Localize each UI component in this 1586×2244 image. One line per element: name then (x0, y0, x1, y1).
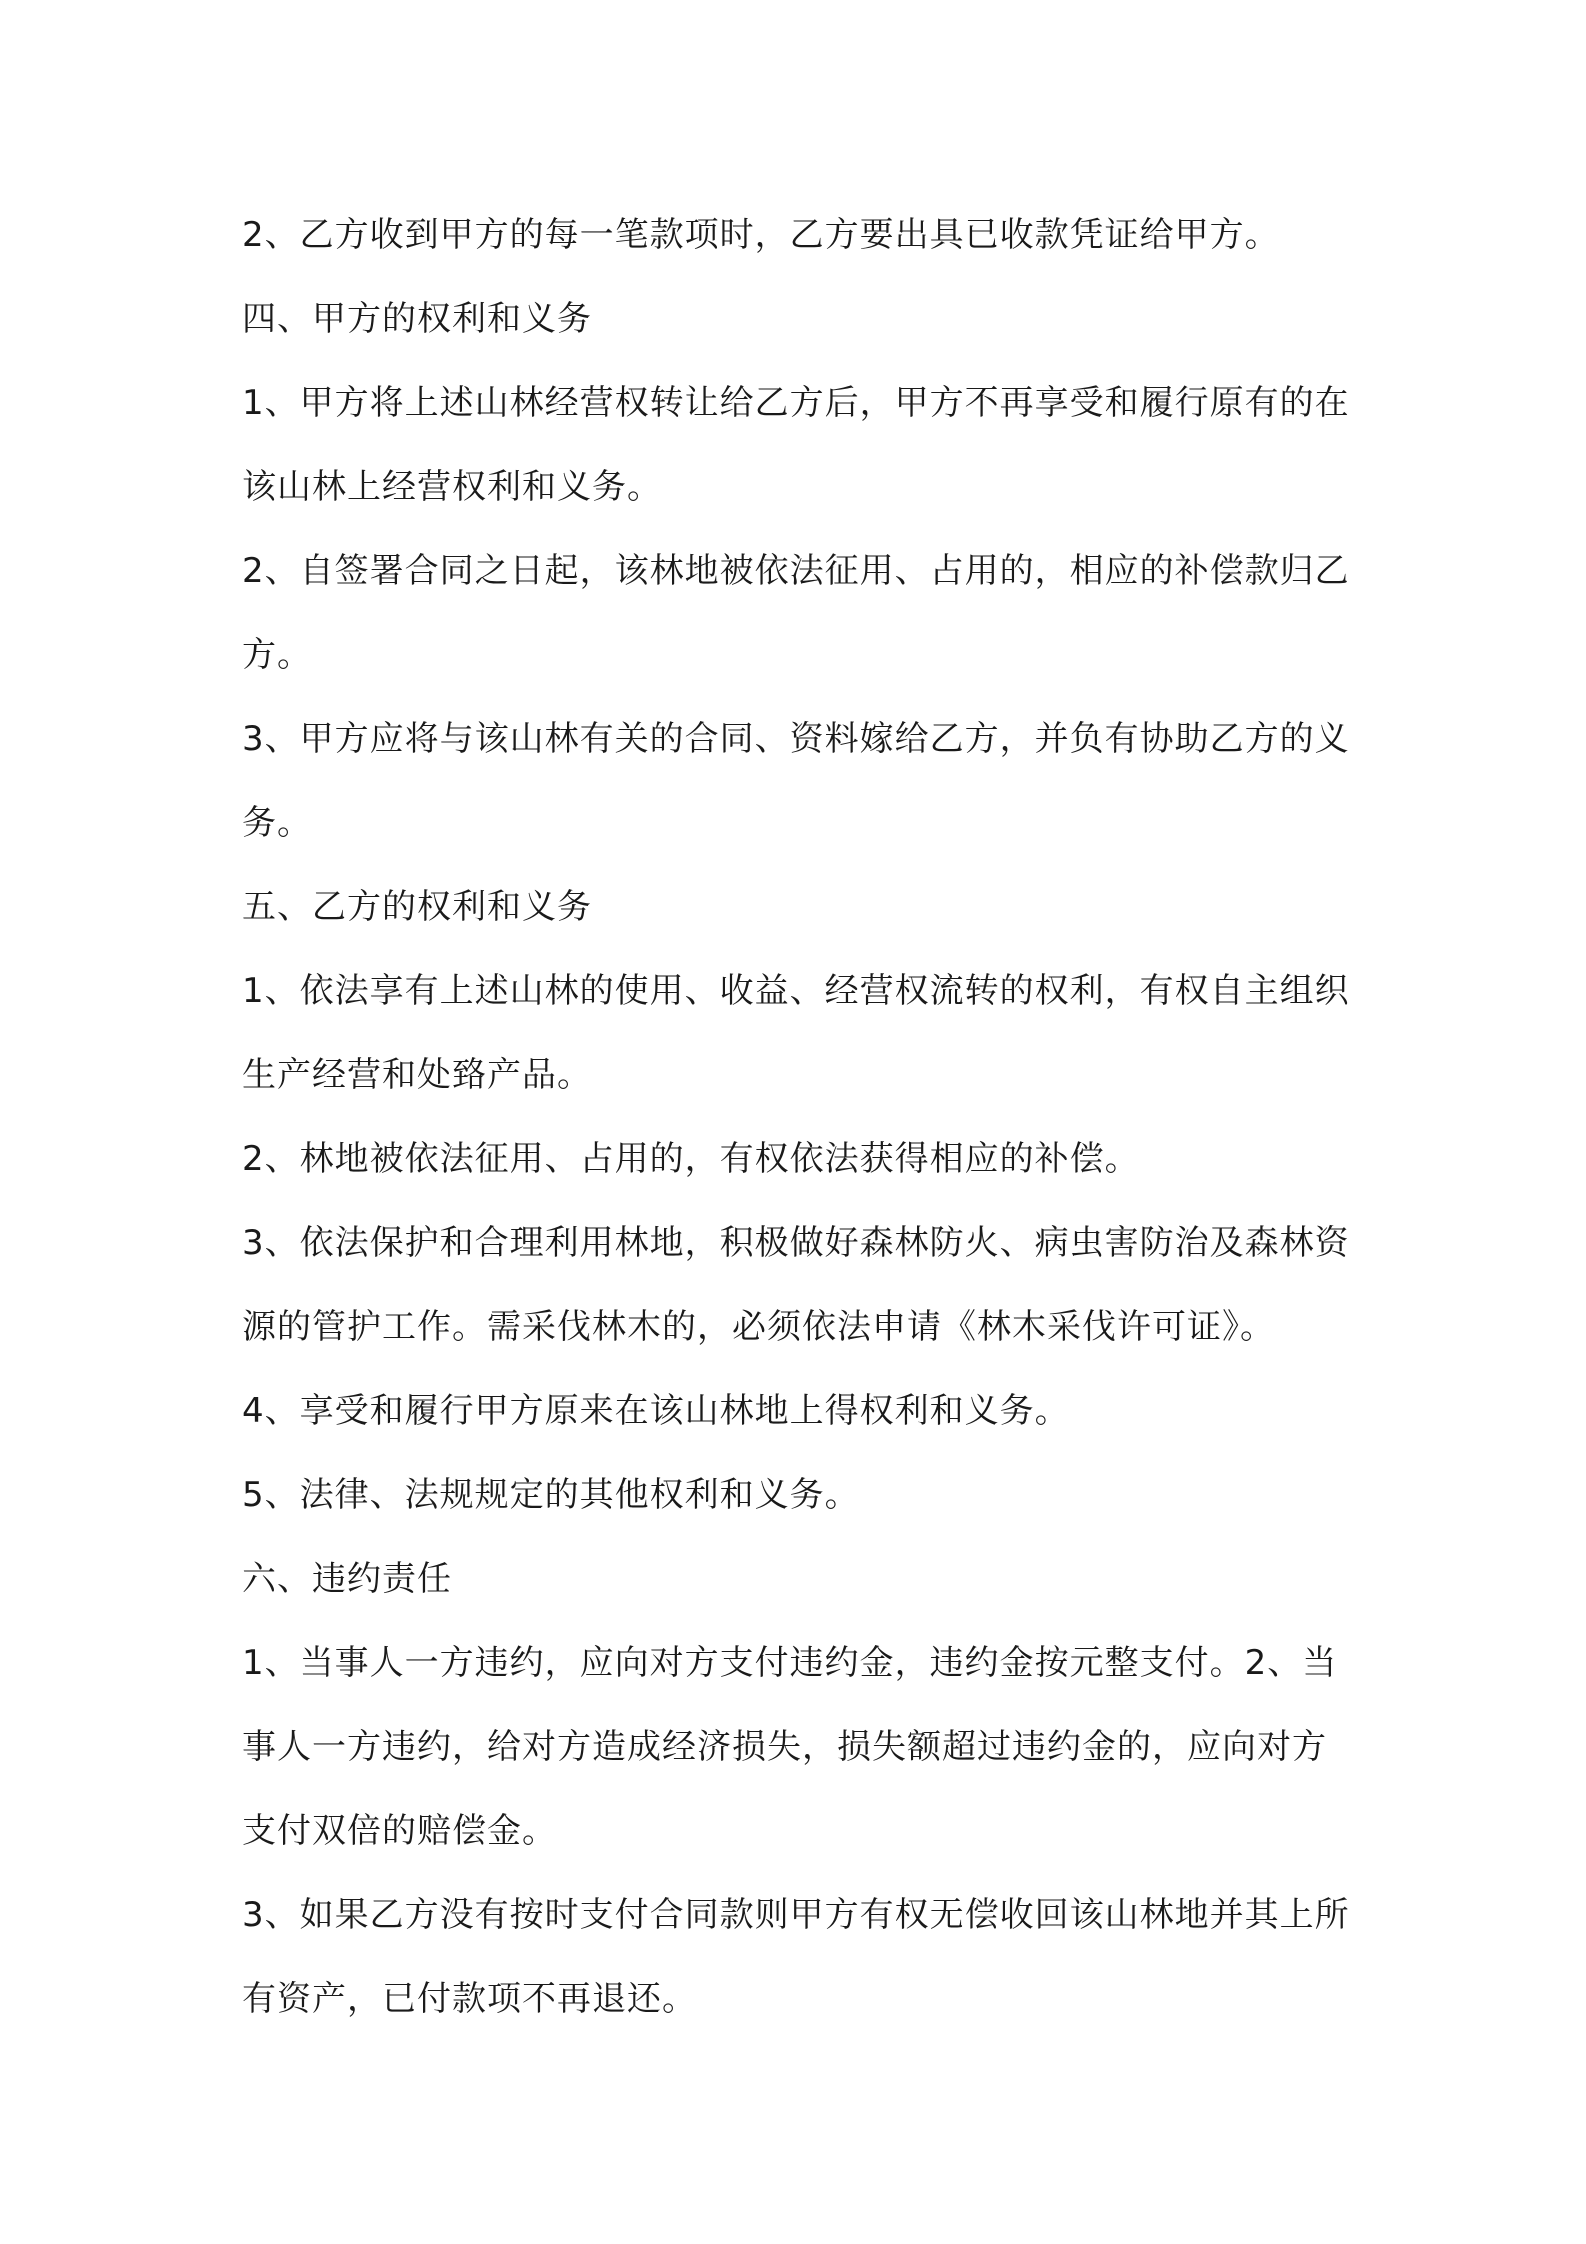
paragraph-b-use-rights: 1、依法享有上述山林的使用、收益、经营权流转的权利，有权自主组织生产经营和处臵产品。 (242, 971, 1350, 1095)
document-body (242, 193, 1357, 2041)
section-heading-party-a-rights: 四、甲方的权利和义务 (242, 299, 592, 339)
paragraph-a-compensation: 2、自签署合同之日起，该林地被依法征用、占用的，相应的补偿款归乙方。 (242, 551, 1350, 675)
paragraph-b-compensation: 2、林地被依法征用、占用的，有权依法获得相应的补偿。 (242, 1139, 1140, 1179)
section-heading-breach: 六、违约责任 (242, 1559, 452, 1599)
paragraph-a-documents: 3、甲方应将与该山林有关的合同、资料嫁给乙方，并负有协助乙方的义务。 (242, 719, 1350, 843)
paragraph-b-other-rights: 5、法律、法规规定的其他权利和义务。 (242, 1475, 860, 1515)
paragraph-b-inherit-rights: 4、享受和履行甲方原来在该山林地上得权利和义务。 (242, 1391, 1070, 1431)
paragraph-a-transfer: 1、甲方将上述山林经营权转让给乙方后，甲方不再享受和履行原有的在该山林上经营权利和义务。 (242, 383, 1350, 507)
paragraph-breach-penalty: 1、当事人一方违约，应向对方支付违约金，违约金按元整支付。2、当事人一方违约，给对方造成经济损失，损失额超过违约金的，应向对方支付双倍的赔偿金。 (242, 1643, 1338, 1851)
paragraph-breach-repossession: 3、如果乙方没有按时支付合同款则甲方有权无偿收回该山林地并其上所有资产，已付款项不再退还。 (242, 1895, 1350, 2019)
paragraph-receipt-clause: 2、乙方收到甲方的每一笔款项时，乙方要出具已收款凭证给甲方。 (242, 215, 1280, 255)
section-heading-party-b-rights: 五、乙方的权利和义务 (242, 887, 592, 927)
paragraph-b-protection: 3、依法保护和合理利用林地，积极做好森林防火、病虫害防治及森林资源的管护工作。需采伐林木的，必须依法申请《林木采伐许可证》。 (242, 1223, 1350, 1347)
